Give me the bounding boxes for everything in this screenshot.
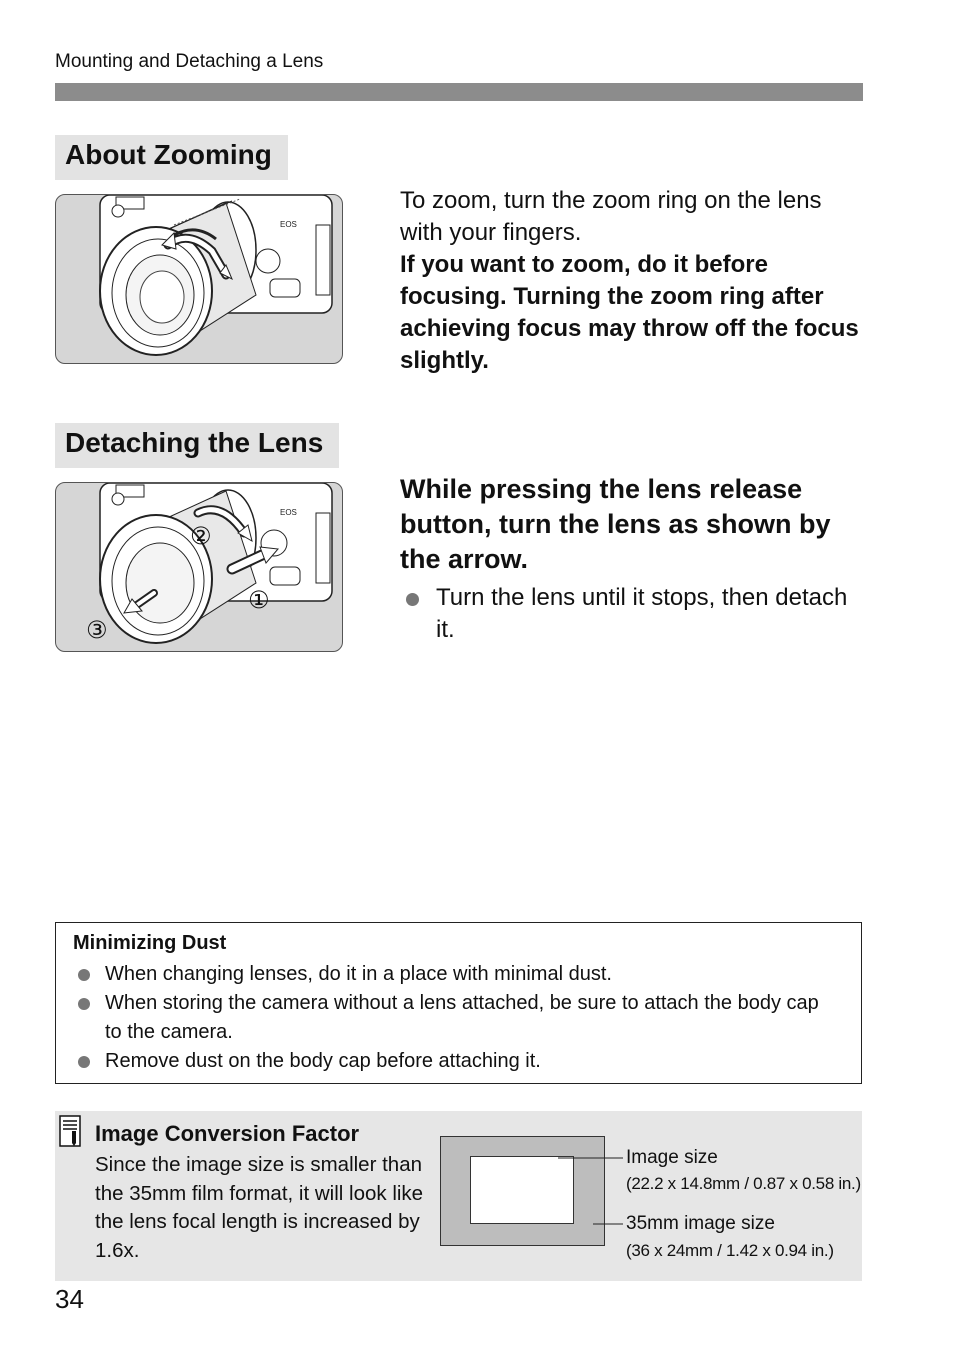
bullet-dot <box>78 998 90 1010</box>
list-item <box>73 1047 833 1076</box>
dust-title: Minimizing Dust <box>73 932 227 954</box>
memo-icon <box>59 1115 81 1147</box>
conversion-title: Image Conversion Factor <box>95 1121 360 1146</box>
svg-text:EOS: EOS <box>280 508 297 517</box>
detach-bullet <box>400 582 856 646</box>
zooming-warning: If you want to zoom, do it before focusing. Turning the zoom ring after achieving focus may throw off the focus slightly. <box>400 251 859 374</box>
detach-bullet-text: Turn the lens until it stops, then detach it. <box>436 584 848 643</box>
header-bar <box>55 83 863 101</box>
zoom-illustration <box>55 194 343 364</box>
svg-text:EOS: EOS <box>280 220 297 229</box>
section-title-detaching: Detaching the Lens <box>55 423 339 468</box>
detach-illustration <box>55 482 343 652</box>
zooming-instruction: To zoom, turn the zoom ring on the lens with your fingers. <box>400 187 822 246</box>
dust-item-text: When storing the camera without a lens attached, be sure to attach the body cap to the camera. <box>105 992 819 1043</box>
image-size-value: (22.2 x 14.8mm / 0.87 x 0.58 in.) <box>626 1174 861 1193</box>
bullet-dot <box>78 969 90 981</box>
running-head: Mounting and Detaching a Lens <box>55 51 324 72</box>
dust-box <box>55 922 862 1084</box>
bullet-dot <box>406 593 419 606</box>
bullet-dot <box>78 1056 90 1068</box>
film-size-label: 35mm image size <box>626 1213 775 1234</box>
detach-step-instruction: While pressing the lens release button, turn the lens as shown by the arrow. <box>400 474 831 574</box>
callout-1: ① <box>248 587 270 614</box>
list-item <box>73 989 833 1047</box>
callout-2: ② <box>190 523 212 550</box>
list-item <box>73 960 833 989</box>
dust-item-text: When changing lenses, do it in a place with minimal dust. <box>105 963 612 985</box>
image-size-label: Image size <box>626 1147 718 1168</box>
film-size-value: (36 x 24mm / 1.42 x 0.94 in.) <box>626 1241 834 1260</box>
callout-3: ③ <box>86 617 108 644</box>
dust-item-text: Remove dust on the body cap before attaching it. <box>105 1050 541 1072</box>
page-number: 34 <box>55 1284 84 1314</box>
conversion-note <box>55 1111 862 1281</box>
zooming-text <box>400 185 860 377</box>
section-title-zooming: About Zooming <box>55 135 288 180</box>
leader-lines <box>555 1151 625 1231</box>
dust-list <box>73 960 833 1076</box>
conversion-text: Since the image size is smaller than the 35mm film format, it will look like the lens focal length is increased by 1.6x. <box>95 1153 424 1262</box>
